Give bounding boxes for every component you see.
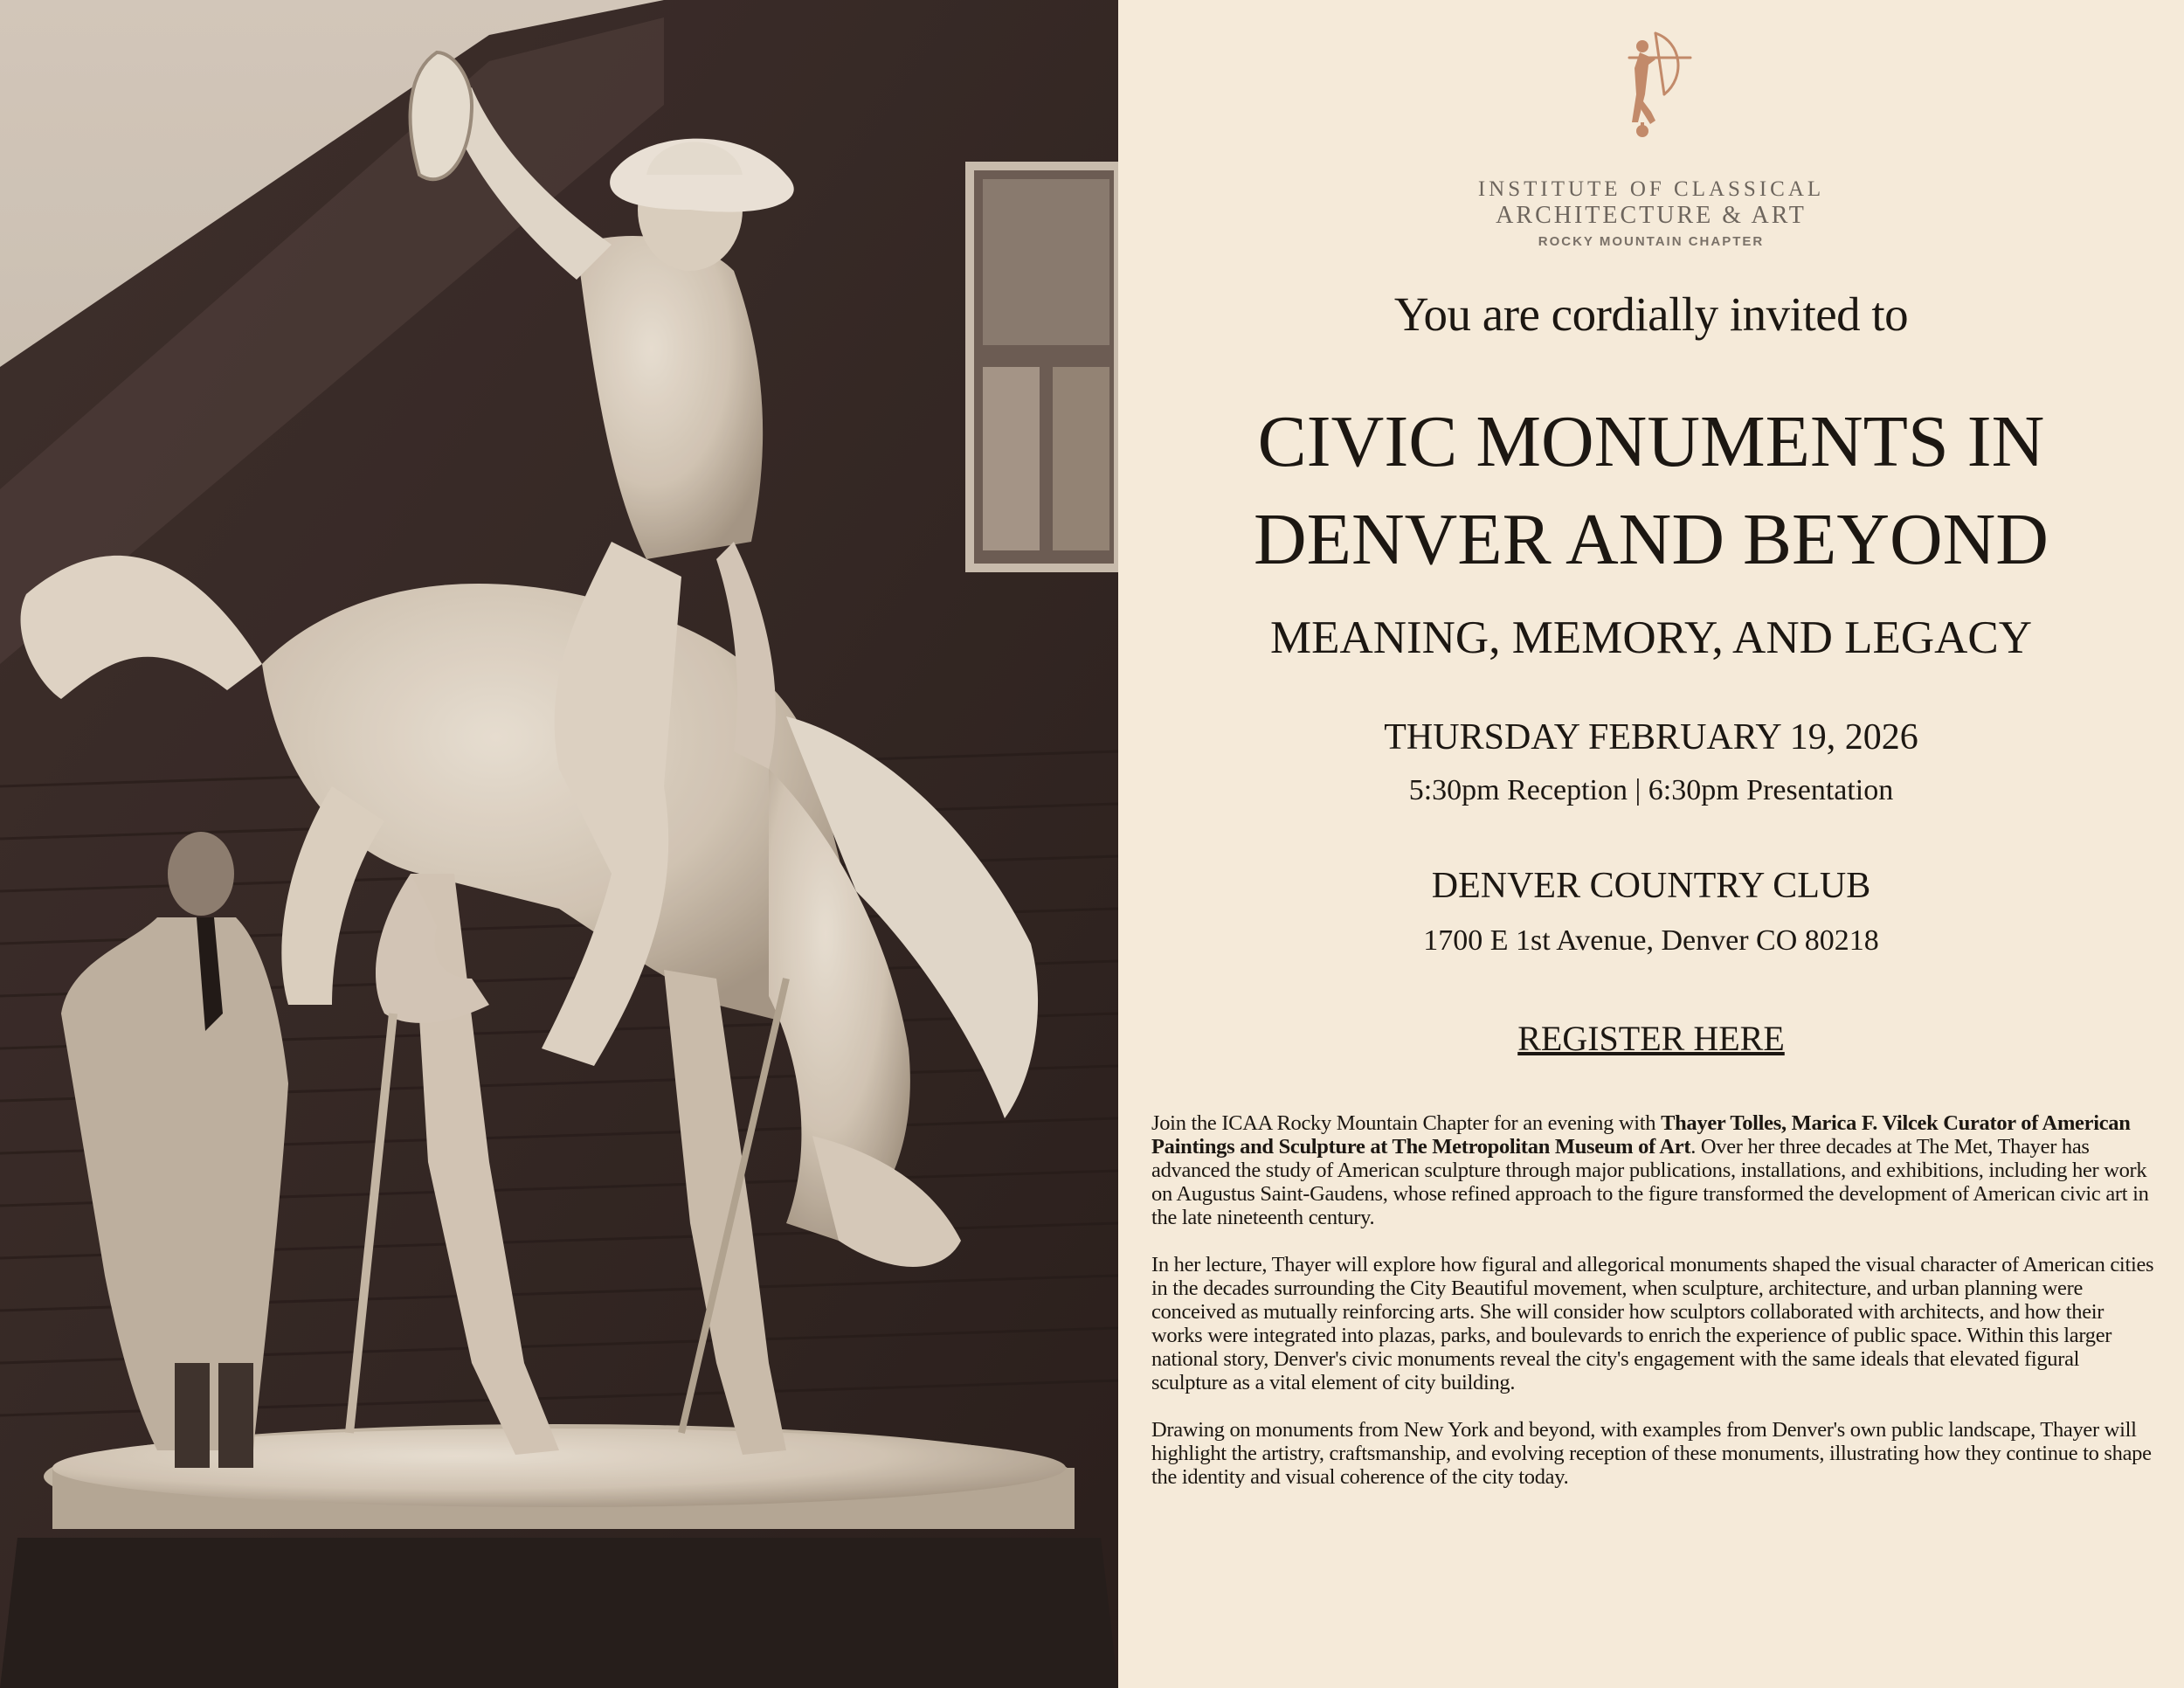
description-paragraph-1: [1151, 1111, 2156, 1229]
register-link[interactable]: REGISTER HERE: [1517, 1019, 1785, 1058]
event-times: 5:30pm Reception | 6:30pm Presentation: [1408, 774, 1894, 806]
icaa-logo: [1118, 16, 2184, 249]
invite-line: You are cordially invited to: [1393, 287, 1909, 341]
event-title: [1118, 393, 2184, 589]
paragraph-1-intro: Join the ICAA Rocky Mountain Chapter for an evening with: [1151, 1111, 1662, 1135]
logo-line-2: ARCHITECTURE & ART: [1496, 202, 1807, 229]
archer-statue-icon: [1603, 16, 1699, 147]
logo-line-1: INSTITUTE OF CLASSICAL: [1477, 177, 1825, 201]
speaker-credit: Thayer Tolles, Marica F. Vilcek Curator of American Paintings and Sculpture at The Metropolitan Museum of Art: [1151, 1111, 2131, 1159]
event-description: [1151, 1111, 2156, 1512]
event-date: THURSDAY FEBRUARY 19, 2026: [1384, 717, 1918, 758]
invitation-panel: [1118, 0, 2184, 1688]
title-line-1: CIVIC MONUMENTS IN: [1257, 401, 2045, 482]
description-paragraph-2: In her lecture, Thayer will explore how figural and allegorical monuments shaped the visual character of American cities in the decades surrounding the City Beautiful movement, when sculpture, architecture, and urban planning were conceived as mutually reinforcing arts. She will consider how sculptors collaborated with architects, and how their works were integrated into plazas, parks, and boulevards to enrich the experience of public space. Within this larger national story, Denver's civic monuments reveal the city's engagement with the same ideals that elevated figural sculpture as a vital element of city building.: [1151, 1253, 2154, 1394]
description-paragraph-3: Drawing on monuments from New York and beyond, with examples from Denver's own public landscape, Thayer will highlight the artistry, craftsmanship, and evolving reception of these monuments, illustrating how they continue to shape the identity and visual coherence of the city today.: [1151, 1418, 2152, 1489]
event-subtitle: MEANING, MEMORY, AND LEGACY: [1269, 612, 2033, 663]
event-address: 1700 E 1st Avenue, Denver CO 80218: [1423, 924, 1879, 957]
event-venue: DENVER COUNTRY CLUB: [1431, 866, 1871, 906]
logo-chapter-name: ROCKY MOUNTAIN CHAPTER: [1538, 234, 1765, 249]
title-line-2: DENVER AND BEYOND: [1254, 499, 2049, 580]
paragraph-1-rest: . Over her three decades at The Met, Thayer has advanced the study of American sculpture through major publications, installations, and exhibitions, including her work on Augustus Saint-Gaudens, whose refined approach to the figure transformed the development of American civic art in the late nineteenth century.: [1151, 1135, 2149, 1229]
